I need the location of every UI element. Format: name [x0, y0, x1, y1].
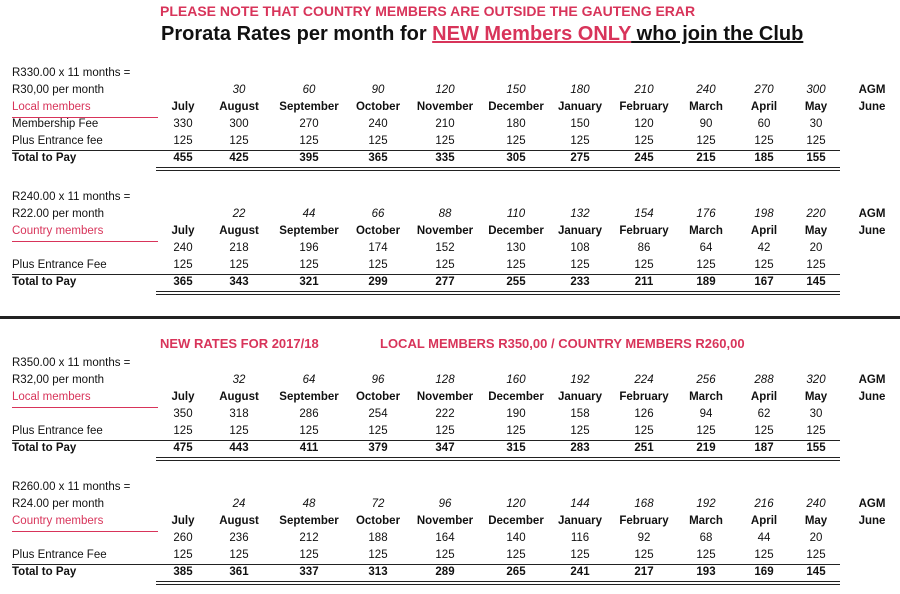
prorata-amount: 88 — [438, 208, 452, 220]
month-header: May — [804, 225, 828, 237]
rate-formula: R350.00 x 11 months = — [12, 357, 131, 369]
entrance-amount: 125 — [506, 549, 526, 561]
subtotal-line — [12, 440, 840, 441]
prorata-amount: 240 — [696, 84, 716, 96]
month-header: February — [619, 391, 669, 403]
fee-amount: 140 — [506, 532, 526, 544]
prorata-amount: 30 — [232, 84, 246, 96]
total-amount: 277 — [435, 276, 455, 288]
month-header: July — [171, 515, 195, 527]
entrance-label: Plus Entrance Fee — [12, 549, 107, 561]
prorata-amount: 132 — [570, 208, 590, 220]
prorata-amount: 120 — [506, 498, 526, 510]
total-amount: 211 — [634, 276, 654, 288]
prorata-amount: 300 — [806, 84, 826, 96]
month-header: October — [355, 225, 401, 237]
total-amount: 379 — [368, 442, 388, 454]
entrance-amount: 125 — [806, 259, 826, 271]
prorata-amount: 96 — [371, 374, 385, 386]
fee-amount: 42 — [757, 242, 771, 254]
month-header: March — [689, 225, 723, 237]
prorata-amount: 32 — [232, 374, 246, 386]
entrance-amount: 125 — [173, 549, 193, 561]
fee-amount: 218 — [229, 242, 249, 254]
entrance-amount: 125 — [299, 259, 319, 271]
entrance-amount: 125 — [506, 259, 526, 271]
prorata-amount: 220 — [806, 208, 826, 220]
fee-amount: 212 — [299, 532, 319, 544]
month-header: August — [219, 101, 259, 113]
entrance-amount: 125 — [435, 135, 455, 147]
entrance-amount: 125 — [696, 425, 716, 437]
entrance-amount: 125 — [173, 135, 193, 147]
fee-amount: 92 — [637, 532, 651, 544]
entrance-label: Plus Entrance fee — [12, 135, 103, 147]
fee-amount: 116 — [570, 532, 590, 544]
entrance-amount: 125 — [435, 549, 455, 561]
entrance-amount: 125 — [368, 135, 388, 147]
total-amount: 215 — [696, 152, 716, 164]
prorata-amount: 90 — [371, 84, 385, 96]
prorata-amount: 168 — [634, 498, 654, 510]
prorata-amount: 320 — [806, 374, 826, 386]
total-amount: 169 — [754, 566, 774, 578]
month-header: July — [171, 225, 195, 237]
fee-amount: 240 — [368, 118, 388, 130]
total-amount: 233 — [570, 276, 590, 288]
prorata-amount: 154 — [634, 208, 654, 220]
fee-amount: 158 — [570, 408, 590, 420]
fee-amount: 210 — [435, 118, 455, 130]
total-amount: 289 — [435, 566, 455, 578]
entrance-amount: 125 — [754, 135, 774, 147]
month-header: March — [689, 101, 723, 113]
entrance-amount: 125 — [806, 135, 826, 147]
month-header: December — [488, 101, 544, 113]
prorata-amount: 150 — [506, 84, 526, 96]
fee-amount: 20 — [809, 532, 823, 544]
prorata-amount: 270 — [754, 84, 774, 96]
entrance-amount: 125 — [696, 549, 716, 561]
total-amount: 217 — [634, 566, 654, 578]
total-amount: 219 — [696, 442, 716, 454]
month-header: December — [488, 225, 544, 237]
title-part-3: who join the Club — [631, 23, 804, 45]
month-header: September — [279, 391, 339, 403]
month-header: December — [488, 391, 544, 403]
rate-formula: R260.00 x 11 months = — [12, 481, 131, 493]
prorata-amount: 128 — [435, 374, 455, 386]
total-double-line — [156, 167, 840, 171]
agm-month: June — [858, 101, 886, 113]
fee-amount: 150 — [570, 118, 590, 130]
total-double-line — [156, 581, 840, 585]
entrance-amount: 125 — [634, 425, 654, 437]
fee-amount: 236 — [229, 532, 249, 544]
agm-month: June — [858, 225, 886, 237]
month-header: April — [750, 225, 778, 237]
entrance-amount: 125 — [435, 259, 455, 271]
prorata-amount: 192 — [570, 374, 590, 386]
fee-amount: 20 — [809, 242, 823, 254]
total-amount: 365 — [368, 152, 388, 164]
monthly-rate: R22.00 per month — [12, 208, 105, 220]
fee-amount: 44 — [757, 532, 771, 544]
total-amount: 265 — [506, 566, 526, 578]
monthly-rate: R24.00 per month — [12, 498, 105, 510]
month-header: April — [750, 515, 778, 527]
prorata-amount: 22 — [232, 208, 246, 220]
month-header: September — [279, 515, 339, 527]
month-header: July — [171, 101, 195, 113]
total-amount: 395 — [299, 152, 319, 164]
total-amount: 365 — [173, 276, 193, 288]
subtotal-line — [12, 564, 840, 565]
entrance-amount: 125 — [634, 549, 654, 561]
fee-amount: 64 — [699, 242, 713, 254]
agm-month: June — [858, 515, 886, 527]
prorata-amount: 96 — [438, 498, 452, 510]
total-amount: 385 — [173, 566, 193, 578]
fee-amount: 180 — [506, 118, 526, 130]
total-amount: 255 — [506, 276, 526, 288]
entrance-amount: 125 — [570, 135, 590, 147]
prorata-amount: 64 — [302, 374, 316, 386]
entrance-amount: 125 — [806, 425, 826, 437]
entrance-amount: 125 — [570, 425, 590, 437]
entrance-amount: 125 — [368, 259, 388, 271]
entrance-amount: 125 — [435, 425, 455, 437]
total-amount: 251 — [634, 442, 654, 454]
entrance-amount: 125 — [570, 549, 590, 561]
total-amount: 455 — [173, 152, 193, 164]
entrance-amount: 125 — [570, 259, 590, 271]
month-header: January — [557, 101, 603, 113]
fee-amount: 94 — [699, 408, 713, 420]
fee-amount: 86 — [637, 242, 651, 254]
agm-label: AGM — [858, 84, 886, 96]
prorata-amount: 198 — [754, 208, 774, 220]
month-header: November — [416, 225, 474, 237]
total-amount: 283 — [570, 442, 590, 454]
monthly-rate: R30,00 per month — [12, 84, 105, 96]
fee-label: Membership Fee — [12, 118, 99, 130]
total-amount: 321 — [299, 276, 319, 288]
title-part-2: NEW Members ONLY — [432, 23, 632, 45]
fee-amount: 196 — [299, 242, 319, 254]
month-header: April — [750, 101, 778, 113]
new-rates-title: NEW RATES FOR 2017/18 — [160, 336, 319, 351]
total-label: Total to Pay — [12, 566, 77, 578]
agm-label: AGM — [858, 208, 886, 220]
prorata-amount: 192 — [696, 498, 716, 510]
month-header: May — [804, 101, 828, 113]
prorata-amount: 180 — [570, 84, 590, 96]
entrance-amount: 125 — [506, 425, 526, 437]
fee-amount: 130 — [506, 242, 526, 254]
prorata-amount: 256 — [696, 374, 716, 386]
fee-amount: 300 — [229, 118, 249, 130]
month-header: September — [279, 101, 339, 113]
month-header: January — [557, 391, 603, 403]
entrance-amount: 125 — [299, 135, 319, 147]
total-label: Total to Pay — [12, 442, 77, 454]
total-amount: 185 — [754, 152, 774, 164]
month-header: May — [804, 515, 828, 527]
total-amount: 145 — [806, 566, 826, 578]
total-amount: 335 — [435, 152, 455, 164]
month-header: October — [355, 391, 401, 403]
total-amount: 361 — [229, 566, 249, 578]
fee-amount: 270 — [299, 118, 319, 130]
total-amount: 475 — [173, 442, 193, 454]
entrance-amount: 125 — [299, 549, 319, 561]
month-header: August — [219, 391, 259, 403]
month-header: January — [557, 225, 603, 237]
month-header: May — [804, 391, 828, 403]
month-header: March — [689, 515, 723, 527]
entrance-label: Plus Entrance fee — [12, 425, 103, 437]
prorata-amount: 224 — [634, 374, 654, 386]
total-label: Total to Pay — [12, 276, 77, 288]
prorata-amount: 176 — [696, 208, 716, 220]
entrance-amount: 125 — [696, 135, 716, 147]
fee-amount: 318 — [229, 408, 249, 420]
entrance-amount: 125 — [368, 425, 388, 437]
member-type-label: Local members — [12, 101, 91, 113]
month-header: February — [619, 515, 669, 527]
entrance-amount: 125 — [229, 259, 249, 271]
prorata-amount: 110 — [506, 208, 526, 220]
fee-amount: 62 — [757, 408, 771, 420]
total-amount: 245 — [634, 152, 654, 164]
month-header: August — [219, 515, 259, 527]
total-amount: 411 — [299, 442, 319, 454]
entrance-amount: 125 — [806, 549, 826, 561]
subtotal-line — [12, 274, 840, 275]
prorata-amount: 120 — [435, 84, 455, 96]
entrance-amount: 125 — [634, 135, 654, 147]
month-header: August — [219, 225, 259, 237]
prorata-amount: 240 — [806, 498, 826, 510]
month-header: January — [557, 515, 603, 527]
month-header: November — [416, 515, 474, 527]
total-amount: 241 — [570, 566, 590, 578]
entrance-amount: 125 — [173, 425, 193, 437]
entrance-amount: 125 — [506, 135, 526, 147]
total-amount: 337 — [299, 566, 319, 578]
member-label-underline — [12, 407, 158, 408]
prorata-amount: 288 — [754, 374, 774, 386]
month-header: March — [689, 391, 723, 403]
member-type-label: Country members — [12, 515, 104, 527]
fee-amount: 164 — [435, 532, 455, 544]
fee-amount: 286 — [299, 408, 319, 420]
total-amount: 313 — [368, 566, 388, 578]
total-amount: 155 — [806, 152, 826, 164]
entrance-amount: 125 — [229, 135, 249, 147]
notice-banner: PLEASE NOTE THAT COUNTRY MEMBERS ARE OUTSIDE THE GAUTENG ERAR — [160, 3, 696, 19]
member-label-underline — [12, 531, 158, 532]
fee-amount: 108 — [570, 242, 590, 254]
total-label: Total to Pay — [12, 152, 77, 164]
prorata-amount: 72 — [371, 498, 385, 510]
entrance-amount: 125 — [229, 549, 249, 561]
total-amount: 189 — [696, 276, 716, 288]
month-header: November — [416, 391, 474, 403]
entrance-amount: 125 — [229, 425, 249, 437]
entrance-label: Plus Entrance Fee — [12, 259, 107, 271]
month-header: February — [619, 101, 669, 113]
prorata-amount: 60 — [302, 84, 316, 96]
fee-amount: 188 — [368, 532, 388, 544]
total-amount: 145 — [806, 276, 826, 288]
month-header: April — [750, 391, 778, 403]
month-header: November — [416, 101, 474, 113]
rate-formula: R330.00 x 11 months = — [12, 67, 131, 79]
total-amount: 425 — [229, 152, 249, 164]
fee-amount: 222 — [435, 408, 455, 420]
entrance-amount: 125 — [754, 425, 774, 437]
total-amount: 193 — [696, 566, 716, 578]
total-amount: 343 — [229, 276, 249, 288]
prorata-amount: 24 — [232, 498, 246, 510]
prorata-amount: 160 — [506, 374, 526, 386]
prorata-amount: 144 — [570, 498, 590, 510]
fee-amount: 60 — [757, 118, 771, 130]
fee-amount: 68 — [699, 532, 713, 544]
fee-amount: 330 — [173, 118, 193, 130]
total-amount: 275 — [570, 152, 590, 164]
total-double-line — [156, 457, 840, 461]
section-divider — [0, 316, 900, 319]
total-amount: 299 — [368, 276, 388, 288]
total-amount: 167 — [754, 276, 774, 288]
monthly-rate: R32,00 per month — [12, 374, 105, 386]
member-type-label: Local members — [12, 391, 91, 403]
fee-amount: 30 — [809, 118, 823, 130]
prorata-amount: 44 — [302, 208, 316, 220]
total-amount: 155 — [806, 442, 826, 454]
month-header: October — [355, 515, 401, 527]
agm-month: June — [858, 391, 886, 403]
month-header: October — [355, 101, 401, 113]
title-part-1: Prorata Rates per month for — [161, 23, 433, 45]
agm-label: AGM — [858, 498, 886, 510]
fee-amount: 126 — [634, 408, 654, 420]
new-rates-summary: LOCAL MEMBERS R350,00 / COUNTRY MEMBERS R260,00 — [380, 336, 745, 351]
entrance-amount: 125 — [368, 549, 388, 561]
month-header: July — [171, 391, 195, 403]
prorata-amount: 210 — [634, 84, 654, 96]
entrance-amount: 125 — [754, 259, 774, 271]
entrance-amount: 125 — [696, 259, 716, 271]
member-label-underline — [12, 241, 158, 242]
total-amount: 347 — [435, 442, 455, 454]
agm-label: AGM — [858, 374, 886, 386]
fee-amount: 174 — [368, 242, 388, 254]
prorata-amount: 66 — [371, 208, 385, 220]
fee-amount: 90 — [699, 118, 713, 130]
entrance-amount: 125 — [634, 259, 654, 271]
prorata-amount: 48 — [302, 498, 316, 510]
total-amount: 187 — [754, 442, 774, 454]
fee-amount: 350 — [173, 408, 193, 420]
entrance-amount: 125 — [173, 259, 193, 271]
fee-amount: 254 — [368, 408, 388, 420]
rate-formula: R240.00 x 11 months = — [12, 191, 131, 203]
fee-amount: 260 — [173, 532, 193, 544]
member-type-label: Country members — [12, 225, 104, 237]
month-header: September — [279, 225, 339, 237]
entrance-amount: 125 — [299, 425, 319, 437]
total-amount: 305 — [506, 152, 526, 164]
page-title — [161, 24, 803, 44]
total-amount: 443 — [229, 442, 249, 454]
fee-amount: 152 — [435, 242, 455, 254]
entrance-amount: 125 — [754, 549, 774, 561]
fee-amount: 30 — [809, 408, 823, 420]
subtotal-line — [12, 150, 840, 151]
month-header: December — [488, 515, 544, 527]
fee-amount: 120 — [634, 118, 654, 130]
fee-amount: 240 — [173, 242, 193, 254]
fee-amount: 190 — [506, 408, 526, 420]
month-header: February — [619, 225, 669, 237]
total-amount: 315 — [506, 442, 526, 454]
prorata-amount: 216 — [754, 498, 774, 510]
total-double-line — [156, 291, 840, 295]
